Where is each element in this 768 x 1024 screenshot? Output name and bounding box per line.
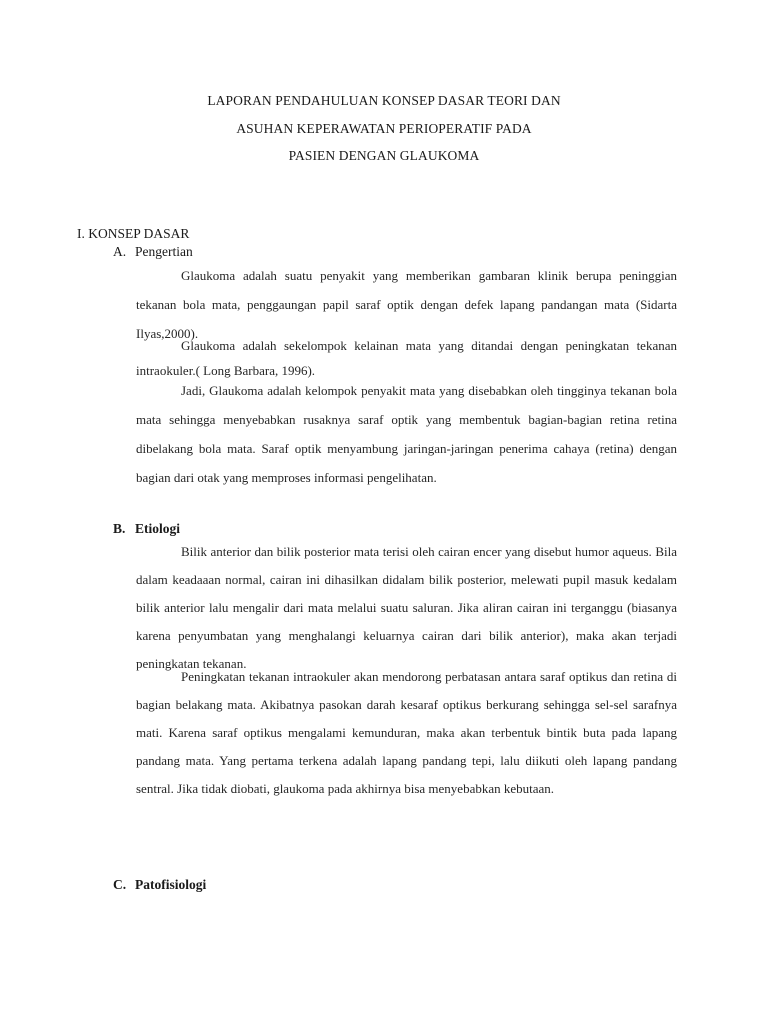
paragraph-pengertian-3: Jadi, Glaukoma adalah kelompok penyakit mata yang disebabkan oleh tingginya tekanan bola mata sehingga menyebabkan rusaknya saraf optik yang membentuk bagian-bagian retina retina dibelakang bola mata. Saraf optik menyambung jaringan-jaringan penerima cahaya (retina) dengan bagian dari otak yang memproses informasi pengelihatan. [136,383,677,485]
subsection-letter: A. [113,244,127,259]
paragraph-pengertian-1: Glaukoma adalah suatu penyakit yang memberikan gambaran klinik berupa peninggian tekanan bola mata, penggaungan papil saraf optik dengan defek lapang pandangan mata (Sidarta Ilyas,2000). [136,268,677,341]
subsection-letter: B. [113,521,126,536]
paragraph-pengertian-2: Glaukoma adalah sekelompok kelainan mata yang ditandai dengan peningkatan tekanan intraokuler.( Long Barbara, 1996). [136,338,677,378]
title-line-2: ASUHAN KEPERAWATAN PERIOPERATIF PADA [236,121,532,136]
section-heading-konsep-dasar: I. KONSEP DASAR [77,226,190,241]
title-line-3: PASIEN DENGAN GLAUKOMA [288,148,480,163]
subsection-title: Patofisiologi [135,877,207,892]
subsection-letter: C. [113,877,127,892]
paragraph-etiologi-1: Bilik anterior dan bilik posterior mata terisi oleh cairan encer yang disebut humor aqueus. Bila dalam keadaaan normal, cairan ini dihasilkan didalam bilik posterior, melewati pupil masuk kedalam bilik anterior lalu mengalir dari mata melalui suatu saluran. Jika aliran cairan ini terganggu (biasanya karena penyumbatan yang menghalangi keluarnya cairan dari bilik anterior), maka akan terjadi peningkatan tekanan. [136,544,677,671]
paragraph-etiologi-2: Peningkatan tekanan intraokuler akan mendorong perbatasan antara saraf optikus dan retina di bagian belakang mata. Akibatnya pasokan darah kesaraf optikus berkurang sehingga sel-sel sarafnya mati. Karena saraf optikus mengalami kemunduran, maka akan terbentuk bintik buta pada lapang pandang mata. Yang pertama terkena adalah lapang pandang tepi, lalu diikuti oleh lapang pandang sentral. Jika tidak diobati, glaukoma pada akhirnya bisa menyebabkan kebutaan. [136,669,677,796]
subsection-heading-etiologi [113,521,180,537]
subsection-heading-pengertian [113,244,193,260]
subsection-heading-patofisiologi [113,877,206,893]
title-line-1: LAPORAN PENDAHULUAN KONSEP DASAR TEORI DAN [207,93,561,108]
subsection-title: Etiologi [135,521,181,536]
subsection-title: Pengertian [135,244,193,259]
